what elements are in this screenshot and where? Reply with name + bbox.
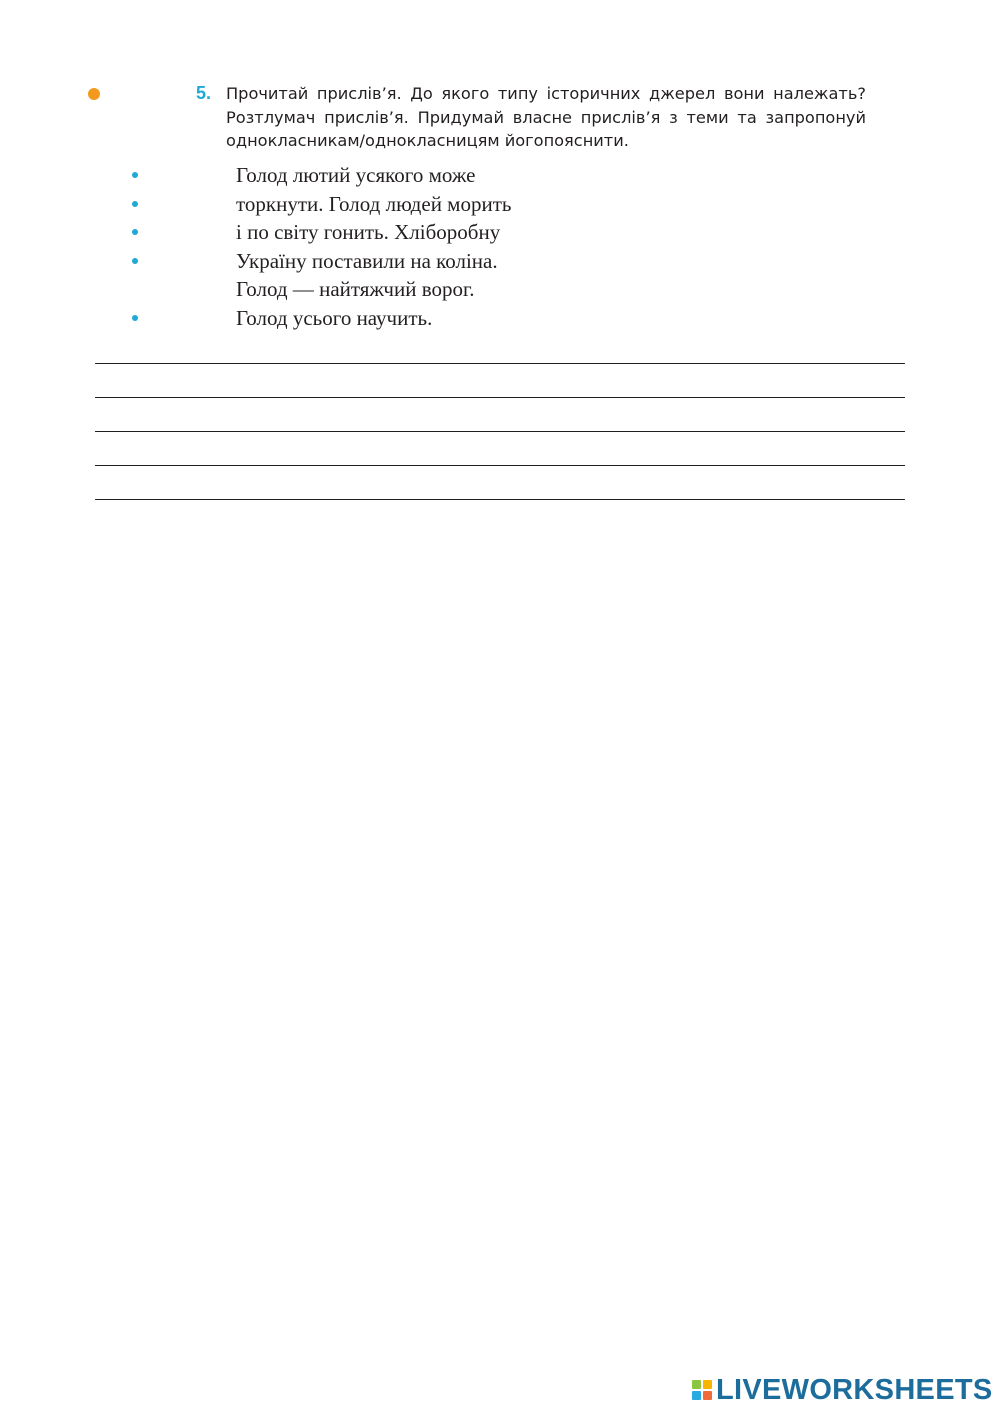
proverb-text: і по світу гонить. Хліборобну — [236, 220, 501, 244]
logo-square — [692, 1391, 701, 1400]
answer-line[interactable] — [95, 431, 905, 432]
task-number: 5. — [196, 83, 212, 103]
answer-area[interactable] — [95, 363, 905, 533]
bullet-icon — [132, 172, 138, 178]
liveworksheets-logo — [692, 1374, 993, 1406]
section-marker-dot — [88, 88, 100, 100]
proverb-text: Голод — найтяжчий ворог. — [236, 277, 475, 301]
logo-square — [703, 1380, 712, 1389]
bullet-icon — [132, 315, 138, 321]
proverb-line — [0, 304, 1000, 333]
proverb-text: торкнути. Голод людей морить — [236, 191, 512, 216]
answer-line[interactable] — [95, 397, 905, 398]
logo-square — [703, 1391, 712, 1400]
proverbs-list — [0, 161, 1000, 332]
task-instructions: Прочитай прислів’я. До якого типу історичних джерел вони належать? Розтлумач прислів’я. Придумай власне прислів’я з теми та запропонуй однокласникам/однокласницям йогопояснити. — [226, 84, 866, 150]
logo-text: LIVEWORKSHEETS — [716, 1373, 993, 1406]
logo-square — [692, 1380, 701, 1389]
proverb-text: Україну поставили на коліна. — [236, 248, 498, 273]
proverb-line — [0, 218, 1000, 247]
bullet-icon — [132, 229, 138, 235]
answer-line[interactable] — [95, 499, 905, 500]
bullet-icon — [132, 201, 138, 207]
proverb-line — [0, 161, 1000, 190]
proverb-text: Голод усього научить. — [236, 305, 433, 330]
proverb-line — [0, 190, 1000, 219]
proverb-line — [0, 275, 1000, 304]
proverb-line — [0, 247, 1000, 276]
answer-line[interactable] — [95, 465, 905, 466]
proverb-text: Голод лютий усякого може — [236, 163, 476, 187]
bullet-icon — [132, 258, 138, 264]
answer-line[interactable] — [95, 363, 905, 364]
liveworksheets-logo-icon — [692, 1380, 712, 1400]
